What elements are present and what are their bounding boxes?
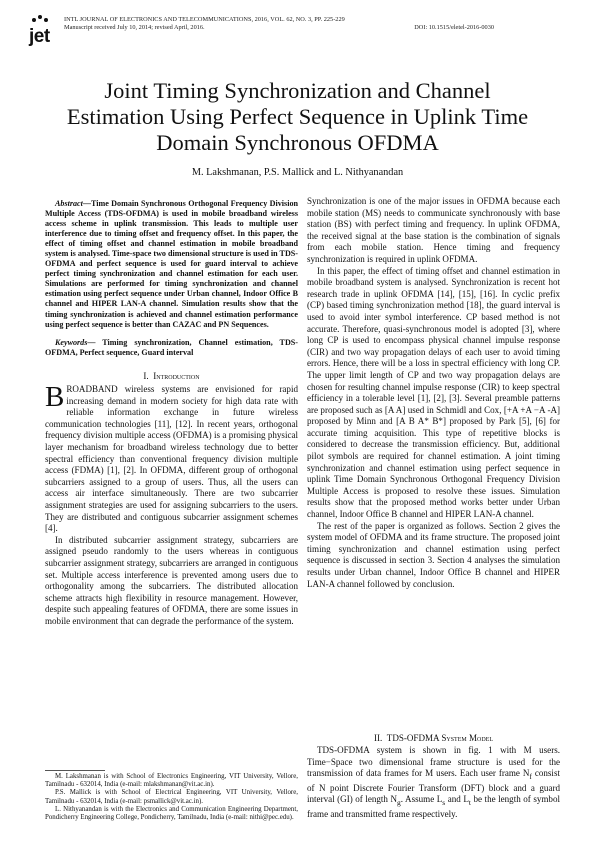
keywords (45, 338, 298, 358)
drop-cap: B (45, 381, 65, 413)
manuscript-dates: Manuscript received July 10, 2014; revised April, 2016. (64, 24, 205, 31)
system-model-body (307, 745, 560, 820)
journal-logo (29, 14, 59, 46)
section-title: Introduction (153, 371, 200, 381)
footnote-rule (45, 770, 105, 771)
footnote: L. Nithyanandan is with the Electronics and Communication Engineering Department, Pondicherry Engineering College, Pondicherry, Tamilnadu, India (e-mail: nithi@pec.edu). (45, 805, 298, 822)
body-paragraph: In this paper, the effect of timing offset and channel estimation in mobile broadband system is analysed. Synchronization is recent hot research trade in uplink OFDMA [14], [15], [16]. In cyclic prefix (CP) based timing synchronization method [18], the guard interval is used to avoid inter symbol interference. CP based method is not accurate. Therefore, quasi-synchronous model is adopted [3], where long CP is used to encompass physical channel impulse response (CIR) and two way propagation delays of each user to avoid timing errors. Hence, there will be a loss in spectral efficiency with long CP. The upper limit length of CP and two way propagation delays are chosen for resulting channel impulse response (CIR) to keep spectral efficiency in a tolerable level [1], [2], [3]. Several preamble patterns are proposed such as [A A] used in Schmidl and Cox, [+A +A −A -A] proposed by Minn and [A B A* B*] proposed by Park [5], [6] for accurate timing acquisition. This type of repetitive blocks is considered to decrease the transmission efficiency. But, additional pilot symbols are required for channel estimation. A joint timing synchronization and channel estimation using perfect sequence in uplink Time Domain Synchronous Orthogonal Frequency Division Multiple Access is proposed to resolve these issues. Simulation results show that the proposed method works better under Urban channel, Indoor Office B channel and HIPER LAN-A channel. (307, 265, 560, 520)
text-run: TDS-OFDMA system is shown in fig. 1 with M users. Time−Space two dimensional frame structure is used for the transmission of data frames for M users. Each user frame N (307, 745, 560, 779)
text-run: consist of N point Discrete Fourier Transform (DFT) block and a guard interval (GI) of length N (307, 768, 560, 805)
intro-paragraph: ROADBAND wireless systems are envisioned for rapid increasing demand in modern society for high data rate with reliable information exchange in future wireless communication technologies [11], [12]. In recent years, orthogonal frequency division multiple access (OFDMA) is a promising physical layer mechanism for broadband wireless technology due to better spectral efficiency than conventional frequency division multiple access (FDMA) [1], [2]. In OFDMA, different group of orthogonal subcarriers assigned to a group of users. Thus, all the users can access air interface simultaneously. There are two subcarrier assignment strategies are used for assigning subcarriers to the users. They are distributed and contiguous subcarrier assignment schemes [4]. (45, 384, 298, 534)
text-run: and L (445, 794, 469, 805)
footnote: M. Lakshmanan is with School of Electronics Engineering, VIT University, Vellore, Tamilnadu - 632014, India (e-mail: mlakshmanan@vit.ac.in). (45, 773, 298, 789)
section-number: I. (143, 371, 149, 381)
subscript: f (529, 771, 532, 781)
author-footnotes (45, 773, 298, 822)
section-title: TDS-OFDMA System Model (386, 733, 494, 743)
abstract-text: —Time Domain Synchronous Orthogonal Frequency Division Multiple Access (TDS-OFDMA) is used in mobile broadband wireless access scheme in uplink transmission. This leads to multiple user interference due to timing offset and frequency offset. In this paper, the effect of timing offset and channel estimation in mobile broadband system is analysed. Time-space two dimensional structure is used in TDS-OFDMA and perfect sequence is used for guard interval to achieve perfect timing synchronization and channel estimation for each user. Simulations are performed for timing synchronization and channel estimation using perfect sequence under Urban channel, Indoor Office B channel and HIPER LAN-A channel. Simulation results show that the timing synchronization is achieved and channel estimation performance using perfect sequence is better than CAZAC and PN Sequences. (45, 199, 298, 329)
title-line: Domain Synchronous OFDMA (156, 130, 439, 155)
logo-dot (44, 18, 48, 22)
keywords-text: — Timing synchronization, Channel estimation, TDS-OFDMA, Perfect sequence, Guard interval (45, 338, 298, 358)
title-line: Joint Timing Synchronization and Channel (104, 78, 491, 103)
keywords-label: Keywords (55, 338, 88, 347)
logo-text: jet (29, 26, 50, 47)
journal-header (64, 16, 544, 32)
body-paragraph: The rest of the paper is organized as follows. Section 2 gives the system model of OFDMA and its frame structure. The proposed joint timing synchronization and channel estimation using perfect sequence is discussed in section 3. Section 4 analyses the simulation results under Urban channel, Indoor Office B channel and HIPER LAN-A channel followed by conclusion. (307, 520, 560, 589)
subscript: s (442, 797, 446, 807)
subscript: t (468, 797, 471, 807)
text-run: be the length of symbol frame and transmitted frame respectively. (307, 794, 560, 819)
logo-dot (38, 15, 42, 19)
doi: DOI: 10.1515/eletel-2016-0030 (414, 24, 494, 31)
title-line: Estimation Using Perfect Sequence in Uplink Time (66, 104, 529, 129)
logo-dot (32, 18, 36, 22)
abstract (45, 199, 298, 330)
introduction-body (45, 381, 298, 627)
footnote: P.S. Mallick is with School of Electrical Engineering, VIT University, Vellore, Tamilnadu - 632014, India (e-mail: psmallick@vit.ac.in). (45, 789, 298, 805)
journal-citation: INTL JOURNAL OF ELECTRONICS AND TELECOMMUNICATIONS, 2016, VOL. 62, NO. 3, PP. 225-229 (64, 16, 345, 23)
paper-title (45, 78, 550, 156)
intro-paragraph: In distributed subcarrier assignment strategy, subcarriers are assigned pseudo randomly to the users whereas in contiguous subcarrier assignment strategy, subcarriers are arranged in contiguous set. Multiple access interference is prevented among users due to orthogonality among the subcarriers. The distributed allocation scheme attracts high flexibility in resource management. However, despite such appealing features of OFDMA, there are some issues in mobile environment that can degrade the performance of the system. (45, 534, 298, 626)
section-heading-introduction (45, 371, 298, 383)
author-list: M. Lakshmanan, P.S. Mallick and L. Nithyanandan (191, 167, 404, 178)
section-heading-system-model (307, 733, 560, 743)
subscript: g (397, 797, 401, 807)
text-run: . Assume L (400, 794, 443, 805)
abstract-label: Abstract (55, 199, 83, 208)
body-paragraph: Synchronization is one of the major issues in OFDMA because each mobile station (MS) needs to communicate synchronously with base station (BS) with perfect timing and frequency. In uplink OFDMA, the received signal at the base station is the combination of signals from each mobile station. Hence timing and frequency synchronization is required in uplink OFDMA. (307, 196, 560, 264)
body-paragraph (307, 745, 560, 820)
right-column-body (307, 196, 560, 590)
section-number: II. (373, 733, 383, 743)
